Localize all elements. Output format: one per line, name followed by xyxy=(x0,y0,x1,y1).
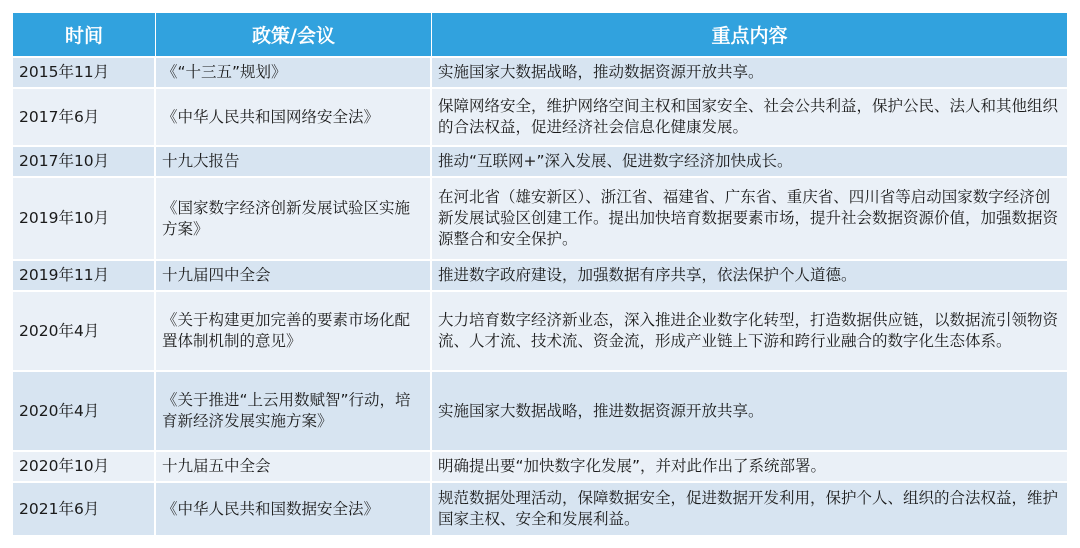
cell-time: 2021年6月 xyxy=(13,481,156,535)
header-policy: 政策/会议 xyxy=(156,13,432,56)
cell-policy: 《中华人民共和国数据安全法》 xyxy=(156,481,432,535)
cell-content: 实施国家大数据战略，推动数据资源开放共享。 xyxy=(432,56,1067,87)
cell-policy: 《国家数字经济创新发展试验区实施方案》 xyxy=(156,176,432,259)
table-row xyxy=(13,450,1067,481)
table-row xyxy=(13,176,1067,259)
cell-policy: 十九届五中全会 xyxy=(156,450,432,481)
cell-policy: 十九大报告 xyxy=(156,145,432,176)
header-time: 时间 xyxy=(13,13,156,56)
table-row xyxy=(13,481,1067,535)
policy-table-container xyxy=(13,13,1067,535)
table-row xyxy=(13,259,1067,290)
cell-time: 2020年10月 xyxy=(13,450,156,481)
table-header-row xyxy=(13,13,1067,56)
cell-content: 推进数字政府建设，加强数据有序共享，依法保护个人道德。 xyxy=(432,259,1067,290)
cell-policy: 《关于构建更加完善的要素市场化配置体制机制的意见》 xyxy=(156,290,432,370)
table-row xyxy=(13,56,1067,87)
cell-time: 2017年10月 xyxy=(13,145,156,176)
header-content: 重点内容 xyxy=(432,13,1067,56)
cell-policy: 《关于推进“上云用数赋智”行动，培育新经济发展实施方案》 xyxy=(156,370,432,450)
table-row xyxy=(13,370,1067,450)
cell-time: 2015年11月 xyxy=(13,56,156,87)
cell-time: 2020年4月 xyxy=(13,370,156,450)
cell-time: 2020年4月 xyxy=(13,290,156,370)
cell-content: 推动“互联网+”深入发展、促进数字经济加快成长。 xyxy=(432,145,1067,176)
cell-policy: 《“十三五”规划》 xyxy=(156,56,432,87)
cell-policy: 《中华人民共和国网络安全法》 xyxy=(156,87,432,145)
cell-time: 2019年10月 xyxy=(13,176,156,259)
cell-content: 实施国家大数据战略，推进数据资源开放共享。 xyxy=(432,370,1067,450)
table-row xyxy=(13,290,1067,370)
cell-time: 2019年11月 xyxy=(13,259,156,290)
cell-content: 在河北省（雄安新区）、浙江省、福建省、广东省、重庆省、四川省等启动国家数字经济创新发展试验区创建工作。提出加快培育数据要素市场，提升社会数据资源价值，加强数据资源整合和安全保护。 xyxy=(432,176,1067,259)
table-row xyxy=(13,145,1067,176)
cell-policy: 十九届四中全会 xyxy=(156,259,432,290)
cell-time: 2017年6月 xyxy=(13,87,156,145)
cell-content: 保障网络安全，维护网络空间主权和国家安全、社会公共利益，保护公民、法人和其他组织的合法权益，促进经济社会信息化健康发展。 xyxy=(432,87,1067,145)
cell-content: 规范数据处理活动，保障数据安全，促进数据开发利用，保护个人、组织的合法权益，维护国家主权、安全和发展利益。 xyxy=(432,481,1067,535)
cell-content: 大力培育数字经济新业态，深入推进企业数字化转型，打造数据供应链，以数据流引领物资流、人才流、技术流、资金流，形成产业链上下游和跨行业融合的数字化生态体系。 xyxy=(432,290,1067,370)
table-row xyxy=(13,87,1067,145)
cell-content: 明确提出要“加快数字化发展”，并对此作出了系统部署。 xyxy=(432,450,1067,481)
policy-table xyxy=(13,13,1067,535)
